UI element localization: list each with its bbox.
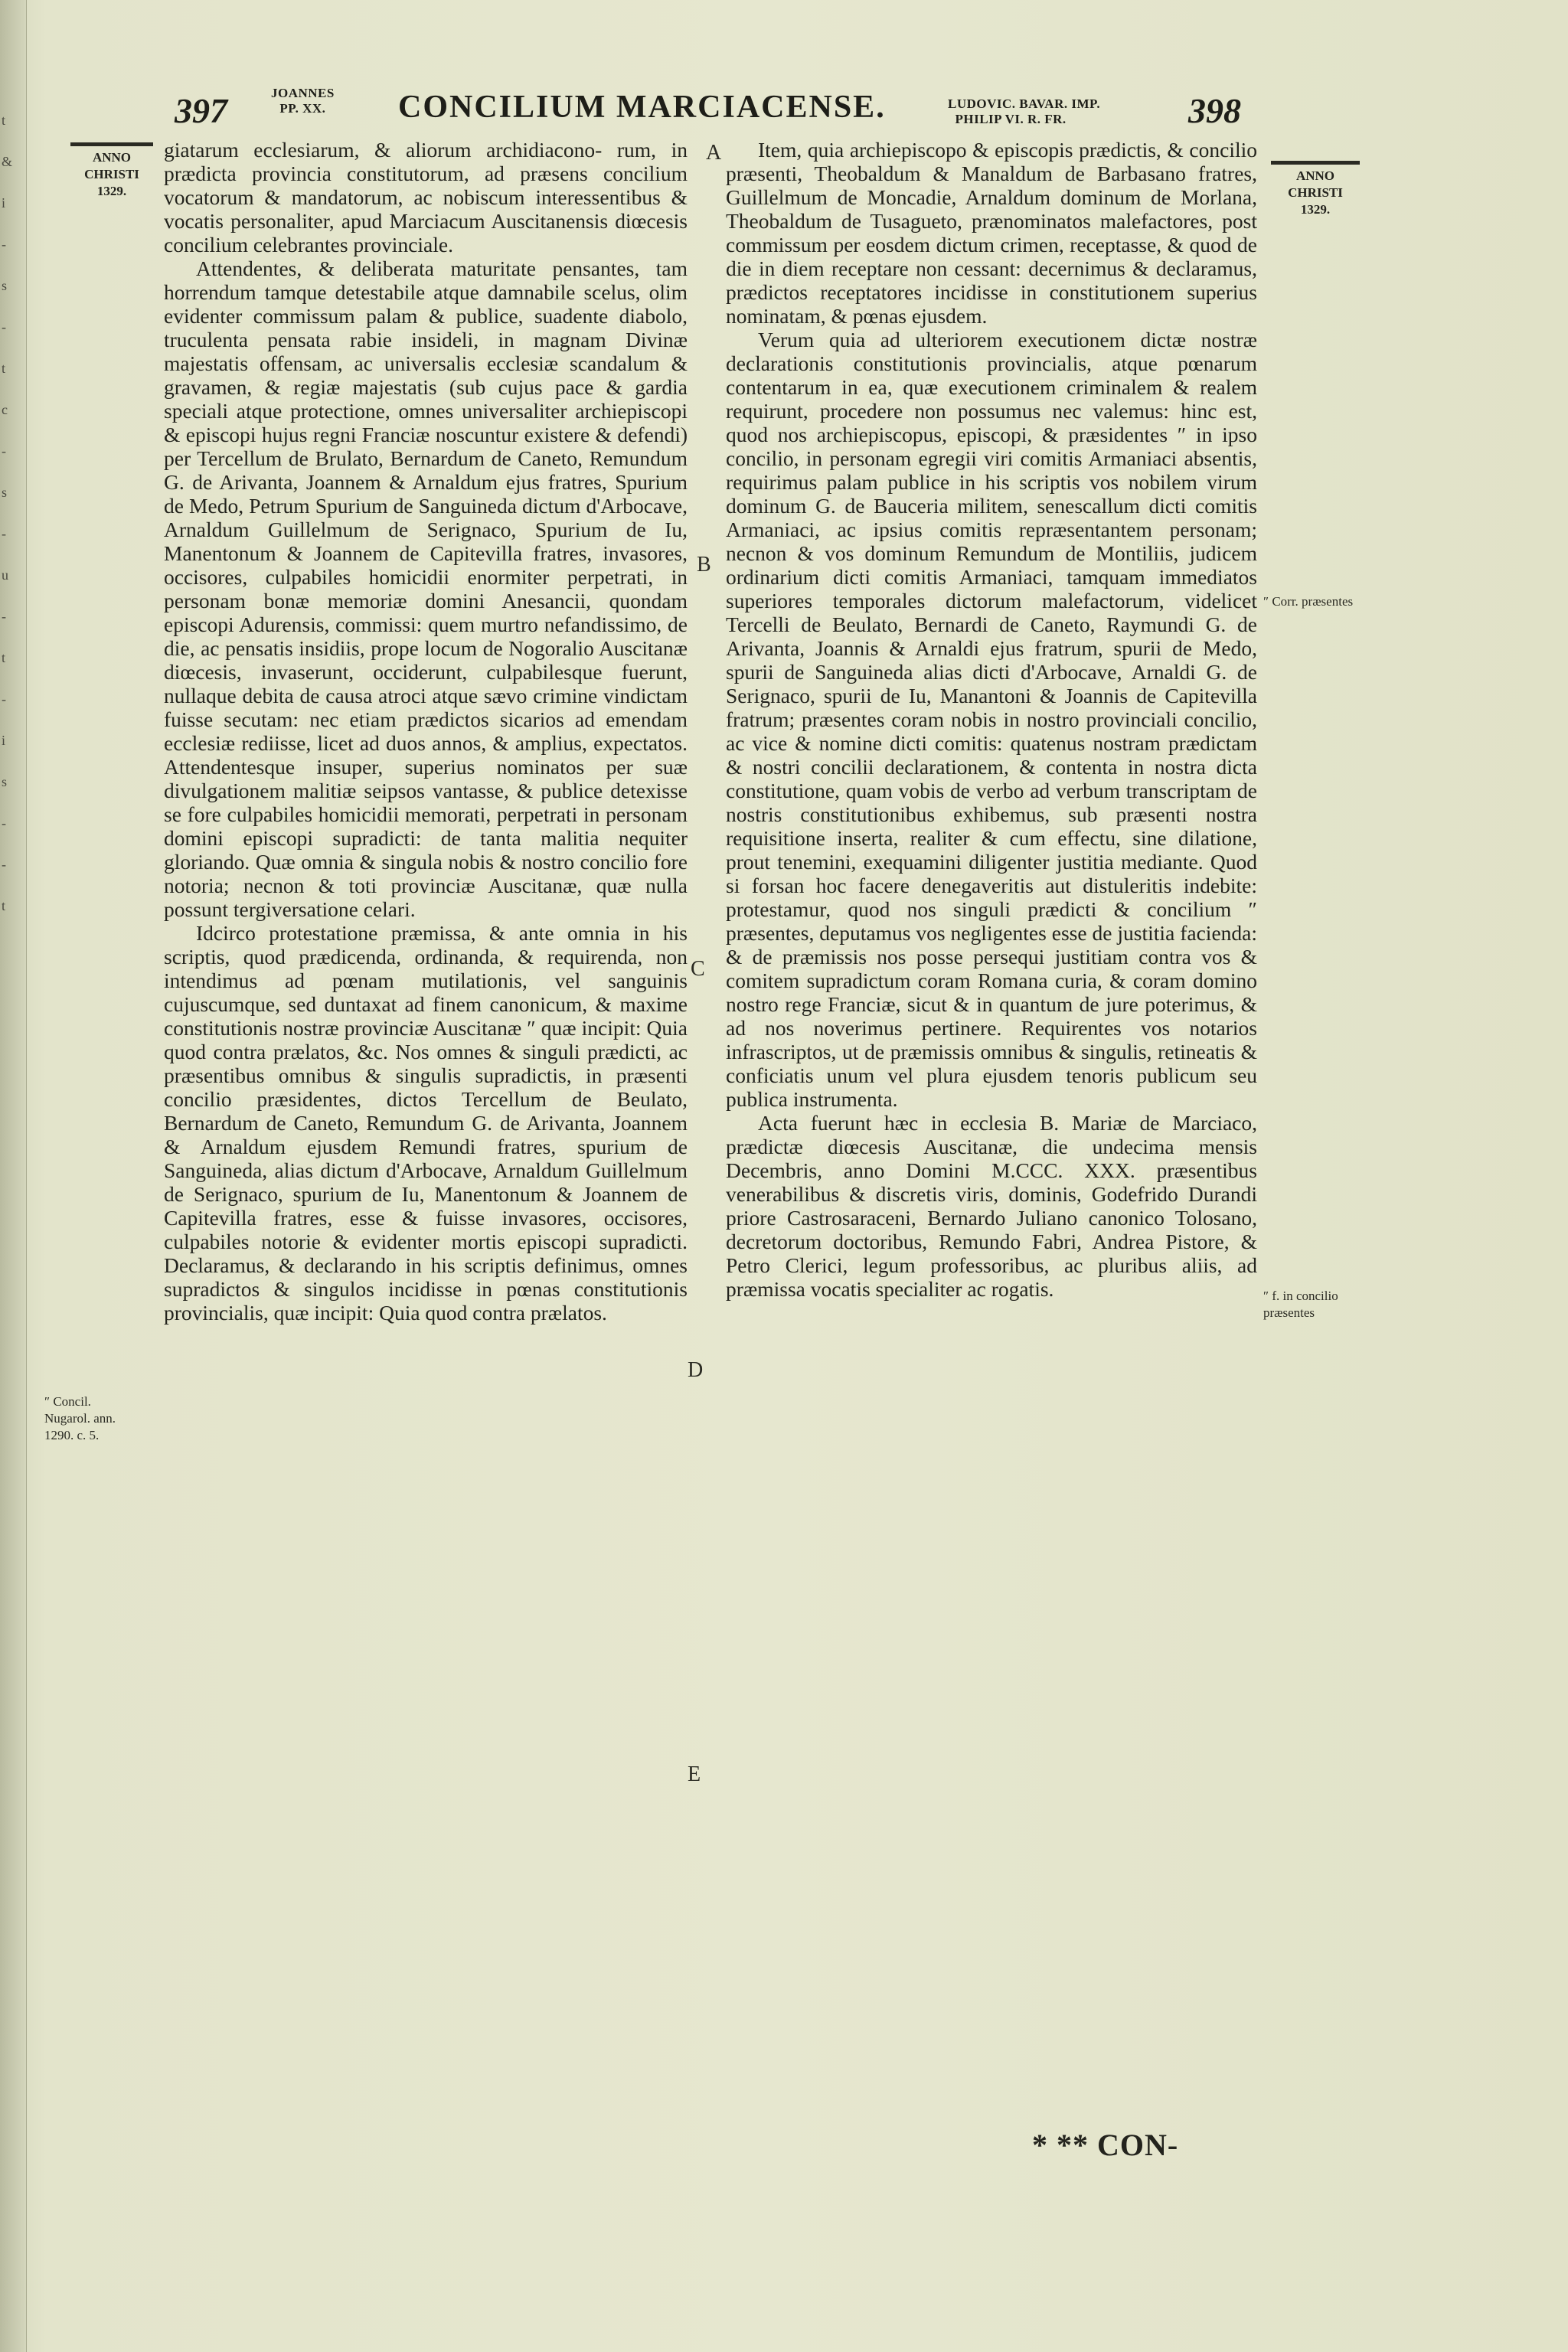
previous-page-edge (0, 0, 27, 2352)
section-letter-a: A (706, 141, 722, 165)
section-letter-b: B (697, 553, 711, 577)
margin-rule (70, 142, 153, 146)
margin-year-label: CHRISTI (84, 167, 139, 181)
margin-year-left (70, 142, 153, 200)
margin-year-label: ANNO (92, 150, 132, 165)
margin-year-right (1271, 161, 1360, 218)
previous-page-fragments: t & i - s - t c - s - u - t - i s - - t (2, 113, 13, 913)
section-letter-d: D (688, 1358, 704, 1382)
right-page-number: 398 (1188, 91, 1241, 130)
paragraph: Idcirco protestatione præmissa, & ante omnia in his scriptis, quod prædicenda, ordinanda, & requirenda, non intendimus ad pœnam mutilationis, vel sanguinis cujuscumque, sed duntaxat ad finem canonicum, & maxime constitutionis nostræ provinciæ Auscitanæ ″ quæ incipit: Quia quod contra prælatos, &c. Nos omnes & singuli prædicti, ac præsentibus omnibus & singulis supradictis, in præsenti concilio præsidentes, dictos Tercellum de Beulato, Bernardum de Caneto, Remundum G. de Arivanta, Joannem & Arnaldum ejusdem Remundi fratres, spurium de Sanguineda, alias dictum d'Arbocave, Arnaldum Guillelmum de Serignaco, spurium de Iu, Manentonum & Joannem de Capitevilla fratres, esse & fuisse invasores, occisores, culpabiles notorie & evidenter mortis episcopi supradicti. Declaramus, & declarando in his scriptis definimus, omnes supradictos & singulos incidisse in pœnas constitutionis provincialis, quæ incipit: Quia quod contra prælatos. (164, 921, 688, 1325)
paragraph: Acta fuerunt hæc in ecclesia B. Mariæ de Marciaco, prædictæ diœcesis Auscitanæ, die undecima mensis Decembris, anno Domini M.CCC. XXX. præsentibus venerabilibus & discretis viris, dominis, Godefrido Durandi priore Castrosaraceni, Bernardo Juliano canonico Tolosano, decretorum doctoribus, Remundo Fabri, Andrea Pistore, & Petro Clerici, legum professoribus, ac pluribus aliis, ad præmissa vocatis specialiter ac rogatis. (726, 1111, 1257, 1301)
left-text-column (164, 138, 688, 1325)
section-letter-e: E (688, 1762, 701, 1786)
margin-year-label: ANNO (1295, 168, 1335, 183)
margin-rule (1271, 161, 1360, 165)
left-page-number: 397 (175, 91, 227, 130)
left-running-head: JOANNES PP. XX. (271, 86, 335, 116)
catchword: * ** CON- (1032, 2128, 1179, 2162)
section-letter-c: C (691, 957, 705, 981)
paragraph: giatarum ecclesiarum, & aliorum archidiacono- rum, in prædicta provincia constitutorum, ad præsens concilium vocatorum & mandatorum, ac nobiscum interessentibus & vocatis personaliter, apud Marciacum Auscitanensis diœcesis concilium celebrantes provinciale. (164, 138, 688, 256)
margin-year-label: CHRISTI (1288, 185, 1343, 200)
right-text-column (726, 138, 1257, 1301)
marginal-note-right-1: ″ Corr. præsentes (1263, 594, 1354, 609)
right-running-head: LUDOVIC. BAVAR. IMP. PHILIP VI. R. FR. (948, 96, 1101, 126)
margin-year-value: 1329. (1300, 202, 1331, 217)
paragraph: Item, quia archiepiscopo & episcopis prædictis, & concilio præsenti, Theobaldum & Manaldum de Barbasano fratres, Guillelmum de Moncadie, Arnaldum dominum de Morlana, Theobaldum de Tusagueto, prænominatos malefactores, post commissum per eosdem dictum crimen, receptasse, & quod de die in diem receptare non cessant: decernimus & declaramus, prædictos receptatores incidisse in constitutionem superius nominatam, & pœnas ejusdem. (726, 138, 1257, 328)
marginal-note-left: ″ Concil. Nugarol. ann. 1290. c. 5. (44, 1394, 116, 1442)
paragraph: Attendentes, & deliberata maturitate pensantes, tam horrendum tamque detestabile atque damnabile scelus, olim evidenter commissum palam & publice, suadente diabolo, truculenta pensata rabie insideli, in magnam Divinæ majestatis offensam, ac universalis ecclesiæ scandalum & gravamen, & regiæ majestatis (sub cujus pace & gardia speciali atque protectione, omnes universaliter archiepiscopi & episcopi hujus regni Franciæ noscuntur existere & defendi) per Tercellum de Brulato, Bernardum de Caneto, Remundum G. de Arivanta, Joannem & Arnaldum ejus fratres, Spurium de Medo, Petrum Spurium de Sanguineda dictum d'Arbocave, Arnaldum Guillelmum de Serignaco, Spurium de Iu, Manentonum & Joannem de Capitevilla fratres, invasores, occisores, culpabiles homicidii enormiter perpetrati, in personam bonæ memoriæ domini Anesancii, quondam episcopi Adurensis, commissi: quem murtro nefandissimo, de die, ac pensatis insidiis, prope locum de Nogoralio Auscitanæ diœcesis, invaserunt, occiderunt, culpabilesque fuerunt, nullaque debita de causa atroci atque sævo crimine vindictam fuisse secutam: nec etiam prædictos sicarios ad emendam ecclesiæ rediisse, licet ad duos annos, & amplius, expectatos. Attendentesque insuper, superius nominatos per suæ divulgationem malitiæ seipsos vantasse, & publice detexisse se fore culpabiles homicidii memorati, perpetrati in personam domini episcopi supradicti: de tanta malitia nequiter gloriando. Quæ omnia & singula nobis & nostro concilio fore notoria; necnon & toti provinciæ Auscitanæ, quæ nulla possunt tergiversatione celari. (164, 256, 688, 921)
page-title: CONCILIUM MARCIACENSE. (398, 90, 886, 125)
paragraph: Verum quia ad ulteriorem executionem dictæ nostræ declarationis constitutionis provincialis, atque pœnarum contentarum in ea, quæ executionem criminalem & realem requirunt, procedere non possumus nec valemus: hinc est, quod nos archiepiscopus, episcopi, & præsidentes ″ in ipso concilio, in personam egregii viri comitis Armaniaci absentis, requirimus palam publice in his scriptis vos nobilem virum dominum G. de Bauceria militem, senescallum dicti comitis Armaniaci, ac ipsius comitis repræsentantem personam; necnon & vos dominum Remundum de Montiliis, judicem ordinarium dicti comitis Armaniaci, tamquam immediatos superiores temporales dictorum malefactorum, videlicet Tercelli de Beulato, Bernardi de Caneto, Raymundi G. de Arivanta, Joannis & Arnaldi ejus fratrum, spurii de Medo, spurii de Sanguineda alias dicti d'Arbocave, Arnaldi G. de Serignaco, spurii de Iu, Manantoni & Joannis de Capitevilla fratrum; præsentes coram nobis in nostro provinciali concilio, ac vice & nomine dicti comitis: quatenus nostram prædictam & nostri concilii declarationem, & contenta in nostra dicta constitutione, quam vobis de verbo ad verbum transcriptam de nostris constitutionibus exhibemus, sub præsenti nostra requisitione inserta, realiter & cum effectu, sine dilatione, prout tenemini, exequamini diligenter justitia mediante. Quod si forsan hoc facere denegaveritis aut distuleritis indebite: protestamur, quod nos singuli prædicti & concilium ″ præsentes, deputamus vos negligentes esse de justitia facienda: & de præmissis nos posse persequi justitiam contra vos & comitem supradictum coram Romana curia, & coram domino nostro rege Franciæ, sicut & in quantum de jure poterimus, & ad nos noverimus pertinere. Requirentes vos notarios infrascriptos, ut de præmissis omnibus & singulis, retineatis & conficiatis unum vel plura ejusdem tenoris publicum seu publica instrumenta. (726, 328, 1257, 1111)
margin-year-value: 1329. (96, 184, 127, 198)
marginal-note-right-2: ″ f. in concilio præsentes (1263, 1289, 1338, 1320)
